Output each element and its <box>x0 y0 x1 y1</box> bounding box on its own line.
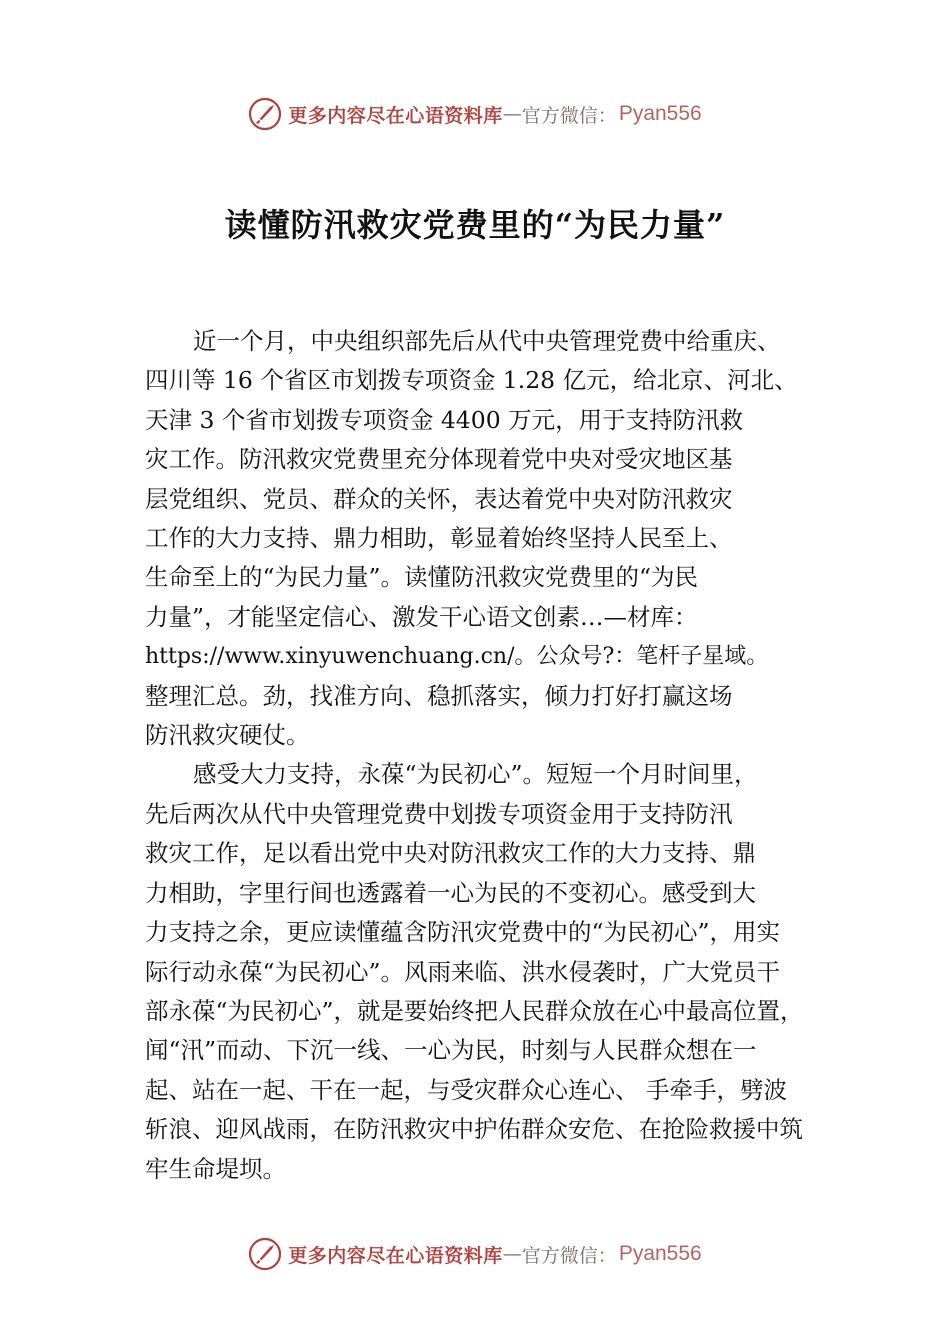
text-line: 力相助，字里行间也透露着一心为民的不变初心。感受到大 <box>145 878 756 907</box>
text-line: 先后两次从代中央管理党费中划拨专项资金用于支持防汛 <box>145 799 733 828</box>
watermark-label: 官方微信： <box>521 104 617 127</box>
text-line: 闻“汛”而动、下沉一线、一心为民，时刻与人民群众想在一 <box>145 1036 757 1065</box>
document-body <box>145 322 825 1189</box>
text-line: 生命至上的“为民力量”。读懂防汛救灾党费里的“为民 <box>145 563 699 592</box>
watermark-slogan: 更多内容尽在心语资料库 <box>288 1244 503 1267</box>
text-line: 整理汇总。劲，找准方向、稳抓落实，倾力打好打赢这场 <box>145 681 733 710</box>
text-line: 灾工作。防汛救灾党费里充分体现着党中央对受灾地区基 <box>145 445 733 474</box>
text-line: 感受大力支持，永葆“为民初心”。短短一个月时间里， <box>193 760 758 789</box>
text-line: 防汛救灾硬仗。 <box>145 721 310 750</box>
text-line: 起、站在一起、干在一起，与受灾群众心连心、 手牵手，劈波 <box>145 1075 787 1104</box>
quill-logo-icon <box>248 1237 282 1271</box>
watermark-slogan: 更多内容尽在心语资料库 <box>288 104 503 127</box>
text-line: 斩浪、迎风战雨，在防汛救灾中护佑群众安危、在抢险救援中筑 <box>145 1115 803 1144</box>
document-title: 读懂防汛救灾党费里的“为民力量” <box>224 206 726 244</box>
watermark-wechat-id: Pyan556 <box>618 102 702 125</box>
paragraph-1 <box>145 322 825 755</box>
text-line: 层党组织、党员、群众的关怀，表达着党中央对防汛救灾 <box>145 484 733 513</box>
text-line: 救灾工作，足以看出党中央对防汛救灾工作的大力支持、鼎 <box>145 839 756 868</box>
quill-logo-icon <box>248 97 282 131</box>
watermark-separator: — <box>502 103 522 125</box>
text-line: https://www.xinyuwenchuang.cn/。公众号?：笔杆子星域。 <box>145 644 769 670</box>
header-watermark <box>0 92 950 136</box>
text-line: 天津 3 个省市划拨专项资金 4400 万元，用于支持防汛救 <box>145 405 744 434</box>
text-line: 牢生命堤坝。 <box>145 1154 286 1183</box>
text-line: 力支持之余，更应读懂蕴含防汛灾党费中的“为民初心”，用实 <box>145 918 781 947</box>
text-line: 力量”，才能坚定信心、激发干心语文创素…—材库： <box>145 602 698 631</box>
text-line: 部永葆“为民初心”，就是要始终把人民群众放在心中最高位置， <box>145 996 804 1025</box>
text-line: 近一个月，中央组织部先后从代中央管理党费中给重庆、 <box>193 327 781 355</box>
text-line: 工作的大力支持、鼎力相助，彰显着始终坚持人民至上、 <box>145 524 733 553</box>
paragraph-2 <box>145 755 825 1188</box>
watermark-separator: — <box>502 1243 522 1265</box>
text-line: 际行动永葆“为民初心”。风雨来临、洪水侵袭时，广大党员干 <box>145 957 781 986</box>
watermark-label: 官方微信： <box>521 1244 617 1267</box>
watermark-wechat-id: Pyan556 <box>618 1242 702 1265</box>
footer-watermark <box>0 1232 950 1276</box>
text-line: 四川等 16 个省区市划拨专项资金 1.28 亿元，给北京、河北、 <box>145 366 798 395</box>
